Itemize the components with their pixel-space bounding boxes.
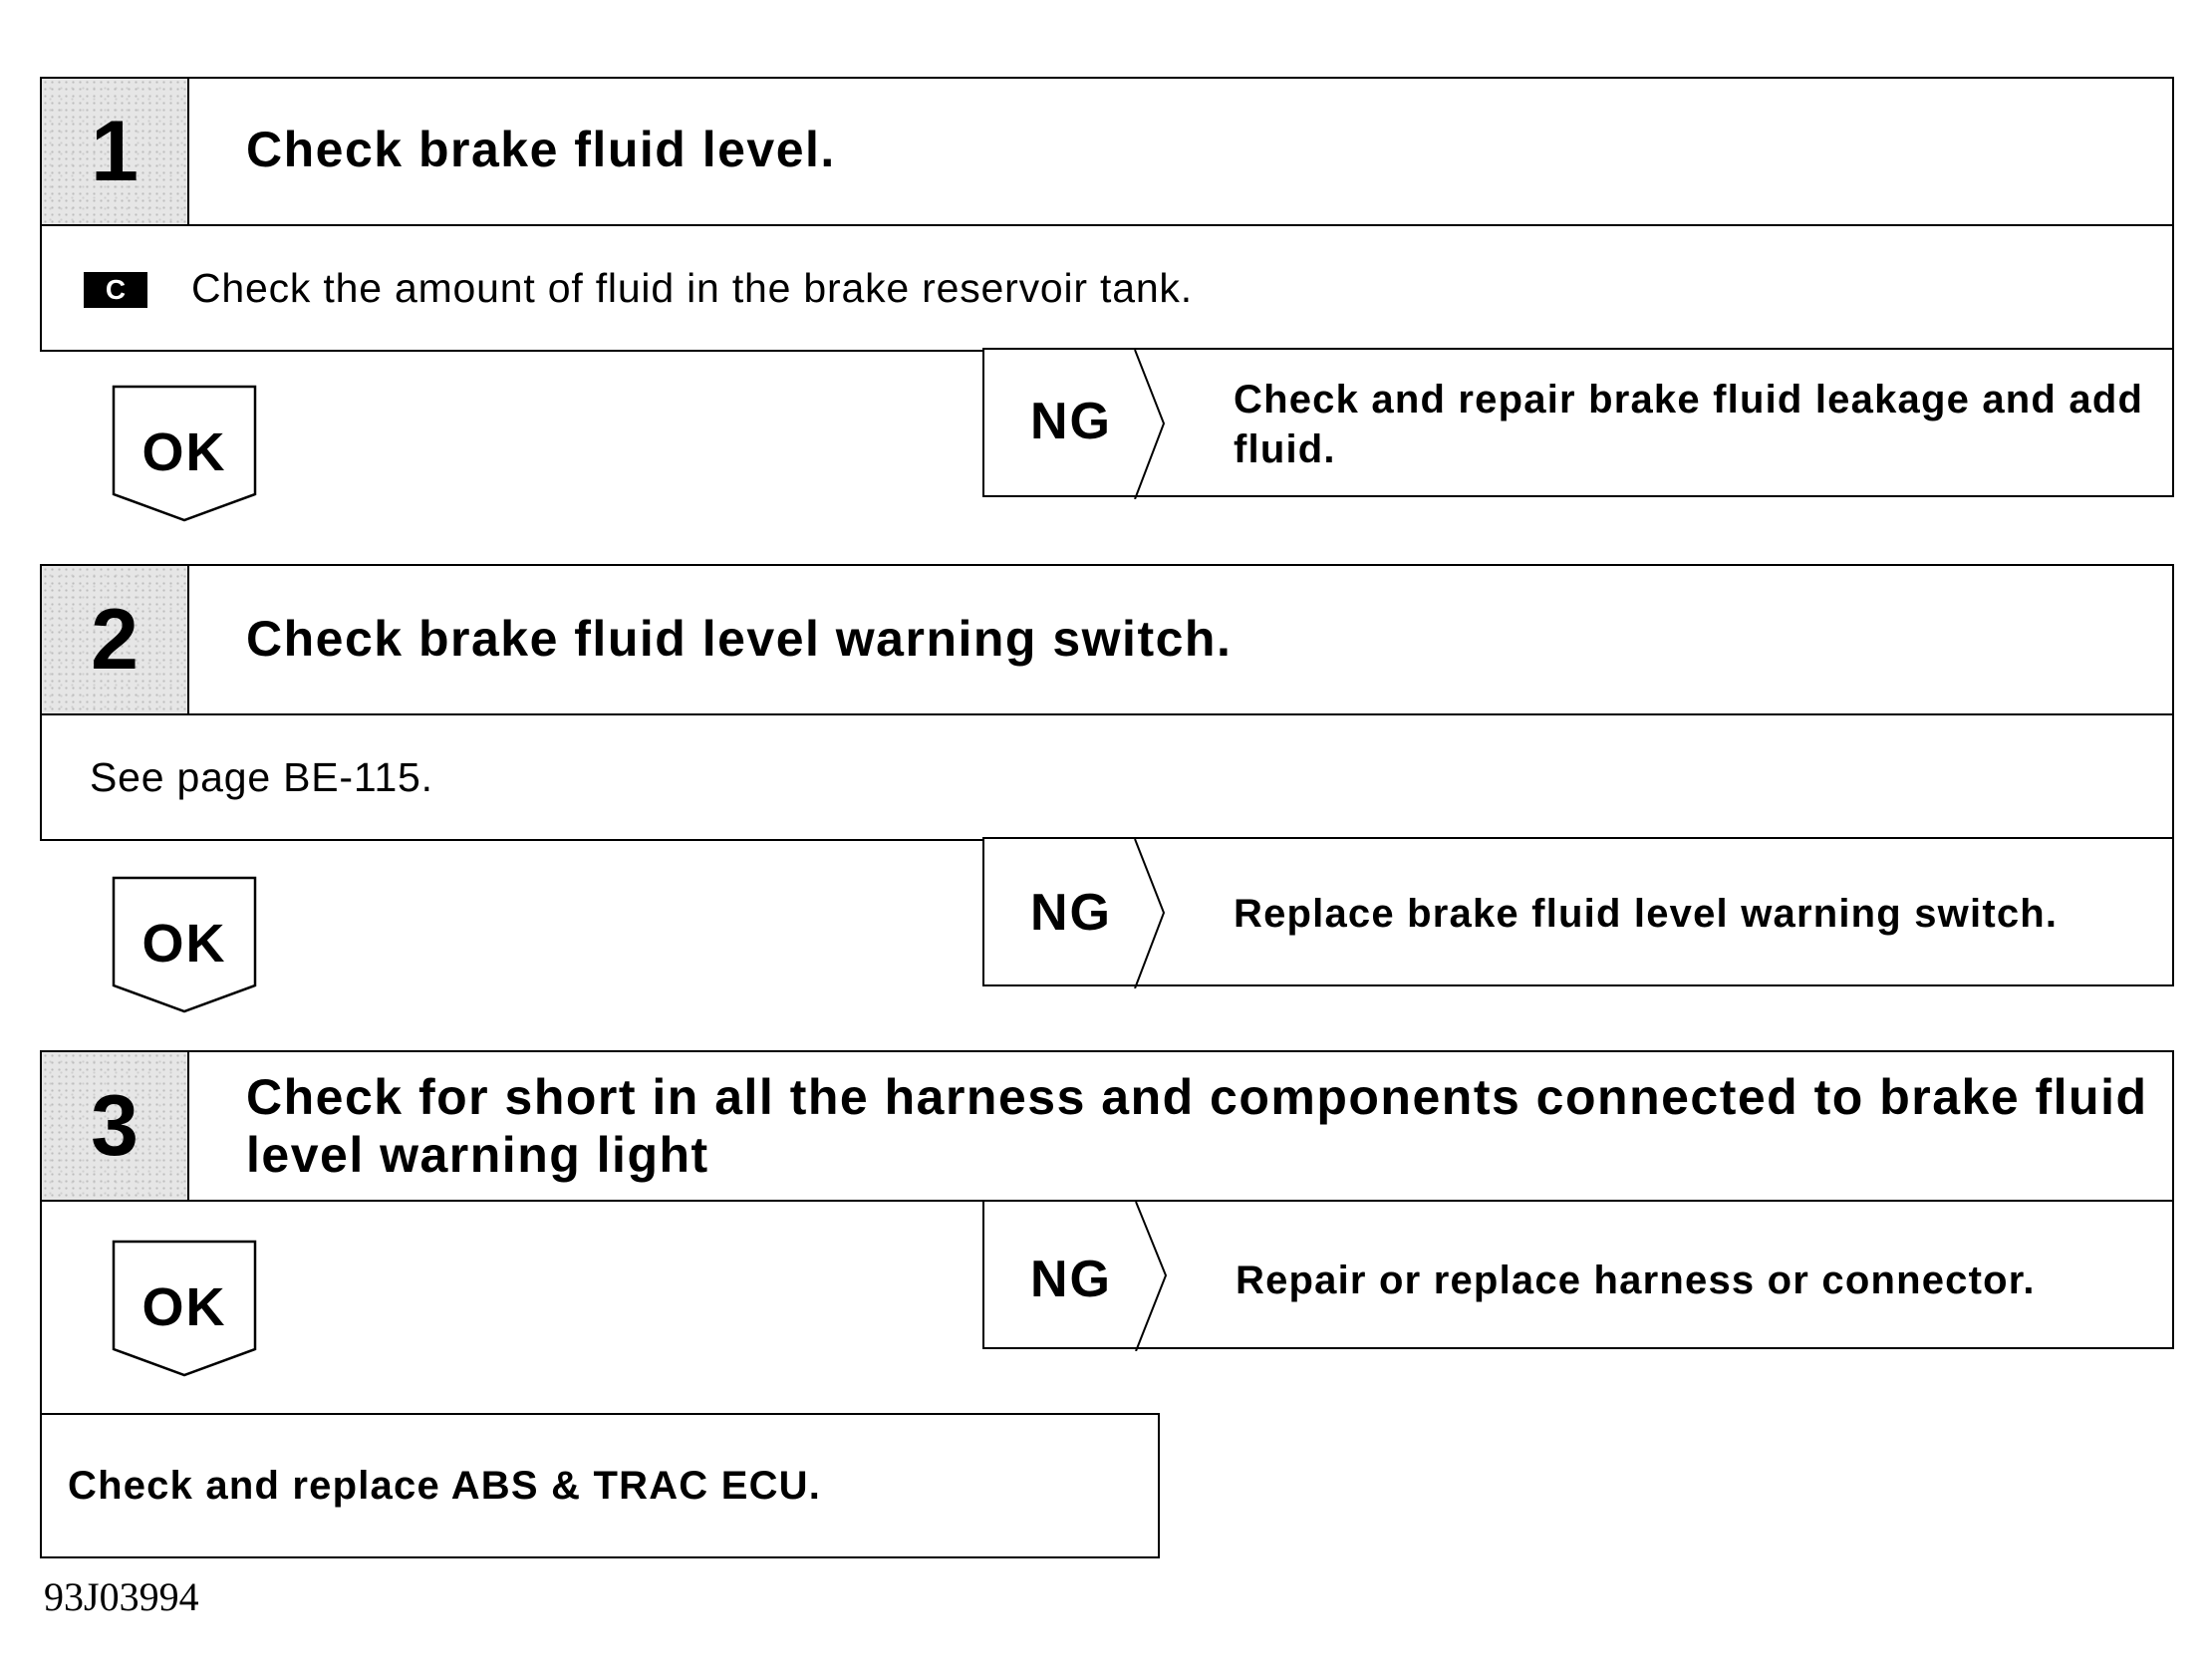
step-1-divider <box>42 224 2174 226</box>
step-1-instruction: Check the amount of fluid in the brake reservoir tank. <box>191 265 1193 311</box>
step-2-title: Check brake fluid level warning switch. <box>246 611 1233 667</box>
step-1-ng-box <box>982 348 2174 497</box>
final-action-box <box>40 1413 1160 1558</box>
step-1-ok-label: OK <box>141 422 227 482</box>
step-1-ng-action: Check and repair brake fluid leakage and add fluid. <box>1234 378 2144 471</box>
step-3-number: 3 <box>42 1052 189 1200</box>
step-2-ng-action: Replace brake fluid level warning switch. <box>1234 892 2059 936</box>
step-1-block <box>40 77 2174 352</box>
step-3-block <box>40 1050 2174 1202</box>
step-3-ng-label: NG <box>1030 1251 1112 1308</box>
step-2-divider <box>42 713 2174 715</box>
step-1-ok-arrow <box>112 385 257 524</box>
step-2-number: 2 <box>42 566 189 713</box>
step-1-instruction-badge: C <box>84 272 147 308</box>
step-3-ng-box <box>982 1200 2174 1349</box>
step-1-ng-label: NG <box>1030 393 1112 450</box>
step-1-title: Check brake fluid level. <box>246 122 836 177</box>
step-3-title: Check for short in all the harness and components connected to brake fluid level warning light <box>246 1069 2148 1183</box>
step-2-ng-label: NG <box>1030 884 1112 942</box>
final-action-text: Check and replace ABS & TRAC ECU. <box>68 1464 822 1508</box>
step-3-ok-arrow <box>112 1240 257 1379</box>
step-1-number: 1 <box>42 79 189 224</box>
step-3-ng-action: Repair or replace harness or connector. <box>1236 1259 2036 1302</box>
step-3-left-edge <box>40 1200 42 1415</box>
step-2-instruction: See page BE-115. <box>90 754 433 800</box>
step-2-ok-arrow <box>112 876 257 1015</box>
figure-id: 93J03994 <box>44 1574 199 1619</box>
step-2-ng-box <box>982 837 2174 986</box>
step-2-bottom-edge <box>42 839 984 841</box>
step-3-ok-label: OK <box>141 1277 227 1337</box>
step-2-ok-label: OK <box>141 914 227 974</box>
step-1-bottom-edge <box>42 350 986 352</box>
step-2-block <box>40 564 2174 841</box>
